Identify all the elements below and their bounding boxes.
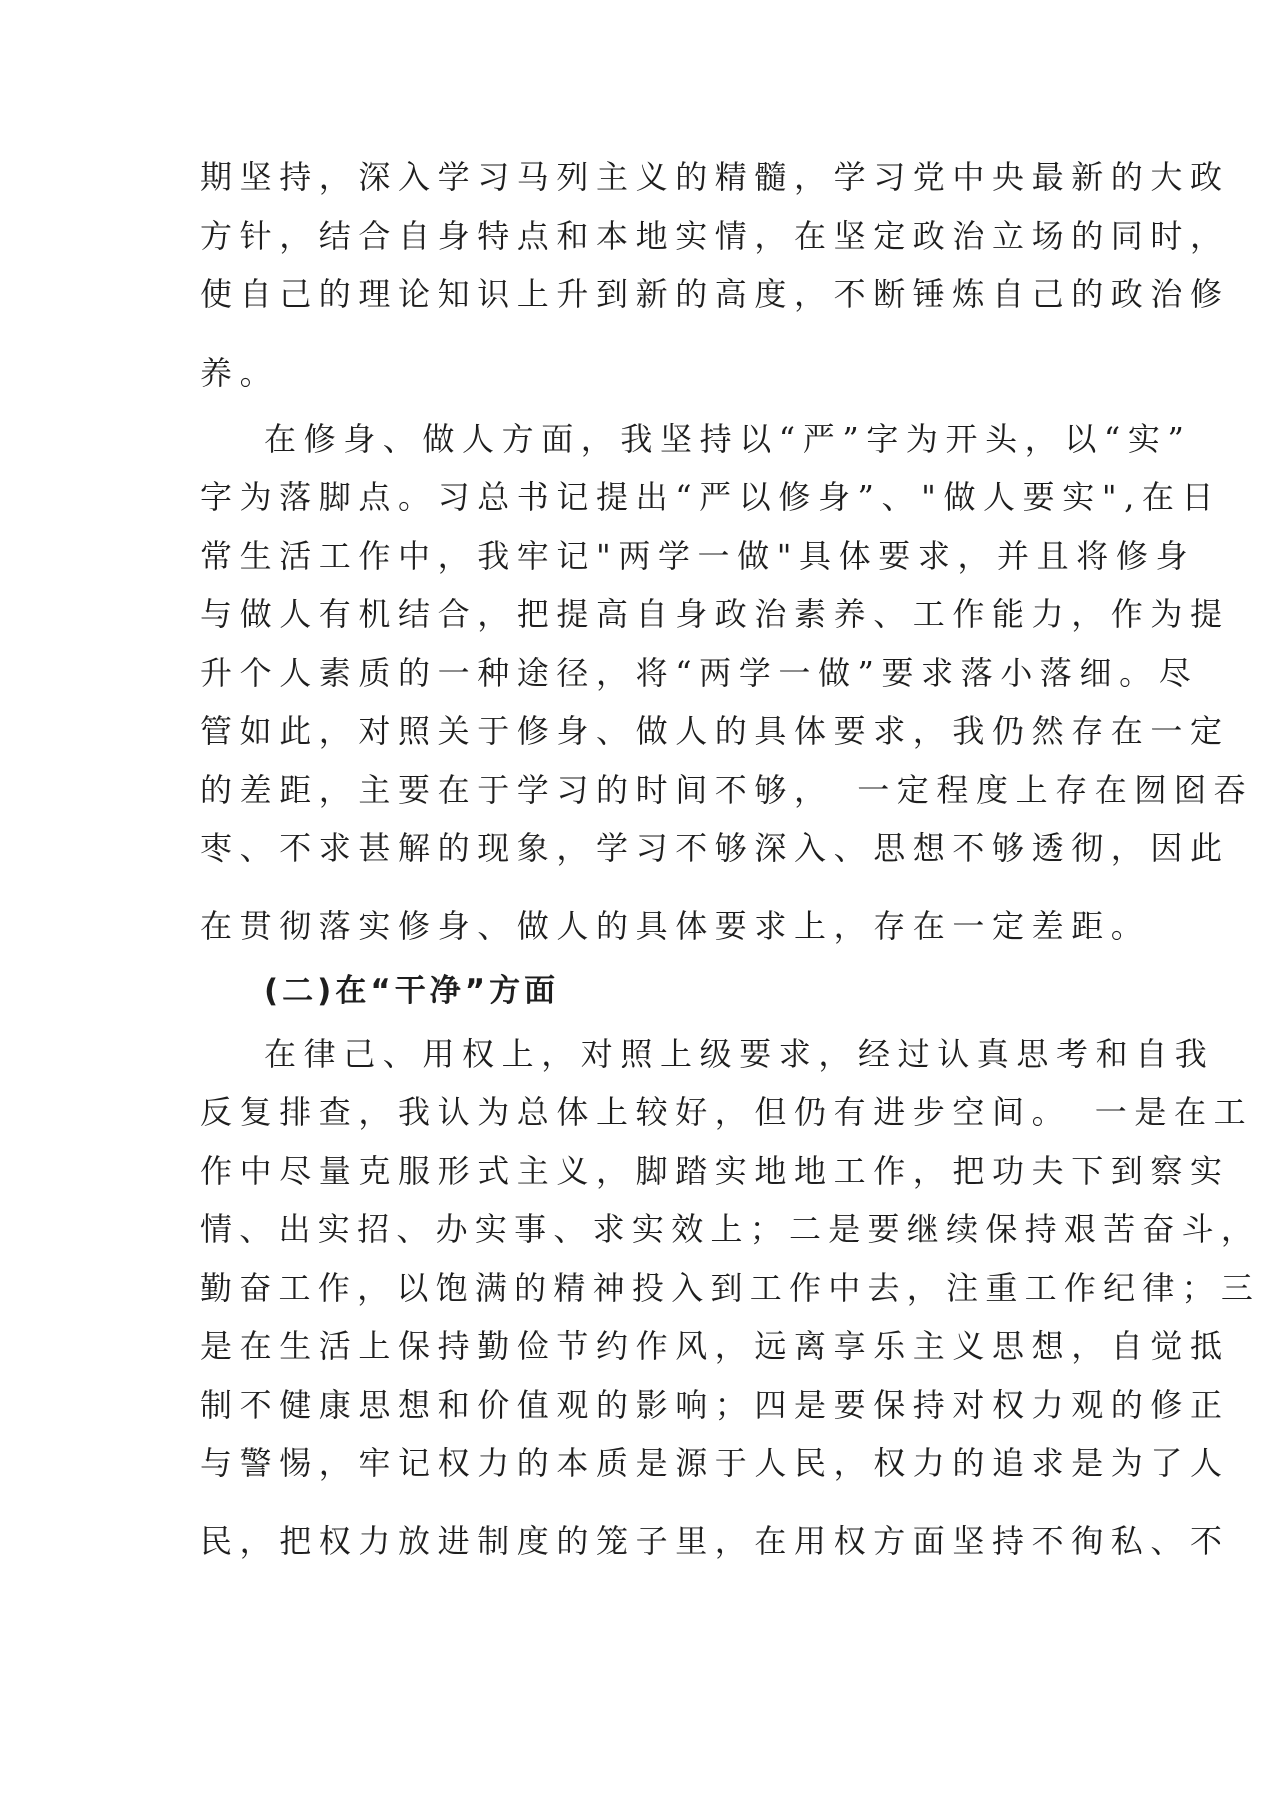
paragraph-1-line-4: 养。 xyxy=(200,354,280,392)
paragraph-3-line-1: 在律己、用权上，对照上级要求，经过认真思考和自我 xyxy=(264,1035,1215,1073)
paragraph-3-line-3: 作中尽量克服形式主义，脚踏实地地工作，把功夫下到察实 xyxy=(200,1152,1230,1190)
paragraph-2-line-9: 在贯彻落实修身、做人的具体要求上，存在一定差距。 xyxy=(200,907,1151,945)
paragraph-3-line-8: 与警惕，牢记权力的本质是源于人民，权力的追求是为了人 xyxy=(200,1444,1230,1482)
section-heading: (二)在“干净”方面 xyxy=(264,973,560,1009)
paragraph-2-line-2: 字为落脚点。习总书记提出“严以修身”、"做人要实",在日 xyxy=(200,478,1222,516)
paragraph-2-line-4: 与做人有机结合，把提高自身政治素养、工作能力，作为提 xyxy=(200,595,1230,633)
paragraph-3-line-2: 反复排查，我认为总体上较好，但仍有进步空间。 一是在工 xyxy=(200,1093,1254,1131)
paragraph-3-line-6: 是在生活上保持勤俭节约作风，远离享乐主义思想，自觉抵 xyxy=(200,1327,1230,1365)
paragraph-2-line-7: 的差距，主要在于学习的时间不够， 一定程度上存在囫囵吞 xyxy=(200,771,1254,809)
paragraph-3-line-4: 情、出实招、办实事、求实效上；二是要继续保持艰苦奋斗， xyxy=(200,1210,1261,1248)
paragraph-2-line-8: 枣、不求甚解的现象，学习不够深入、思想不够透彻，因此 xyxy=(200,829,1230,867)
paragraph-2-line-5: 升个人素质的一种途径，将“两学一做”要求落小落细。尽 xyxy=(200,654,1199,692)
paragraph-3-line-5: 勤奋工作，以饱满的精神投入到工作中去，注重工作纪律；三 xyxy=(200,1269,1261,1307)
paragraph-1-line-1: 期坚持，深入学习马列主义的精髓，学习党中央最新的大政 xyxy=(200,158,1230,196)
paragraph-2-line-6: 管如此，对照关于修身、做人的具体要求，我仍然存在一定 xyxy=(200,712,1230,750)
paragraph-1-line-3: 使自己的理论知识上升到新的高度，不断锤炼自己的政治修 xyxy=(200,275,1230,313)
paragraph-2-line-3: 常生活工作中，我牢记"两学一做"具体要求，并且将修身 xyxy=(200,537,1196,575)
paragraph-2-line-1: 在修身、做人方面，我坚持以“严”字为开头，以“实” xyxy=(264,420,1192,458)
paragraph-1-line-2: 方针，结合自身特点和本地实情，在坚定政治立场的同时， xyxy=(200,217,1230,255)
paragraph-3-line-7: 制不健康思想和价值观的影响；四是要保持对权力观的修正 xyxy=(200,1386,1230,1424)
paragraph-3-line-9: 民，把权力放进制度的笼子里，在用权方面坚持不徇私、不 xyxy=(200,1522,1230,1560)
